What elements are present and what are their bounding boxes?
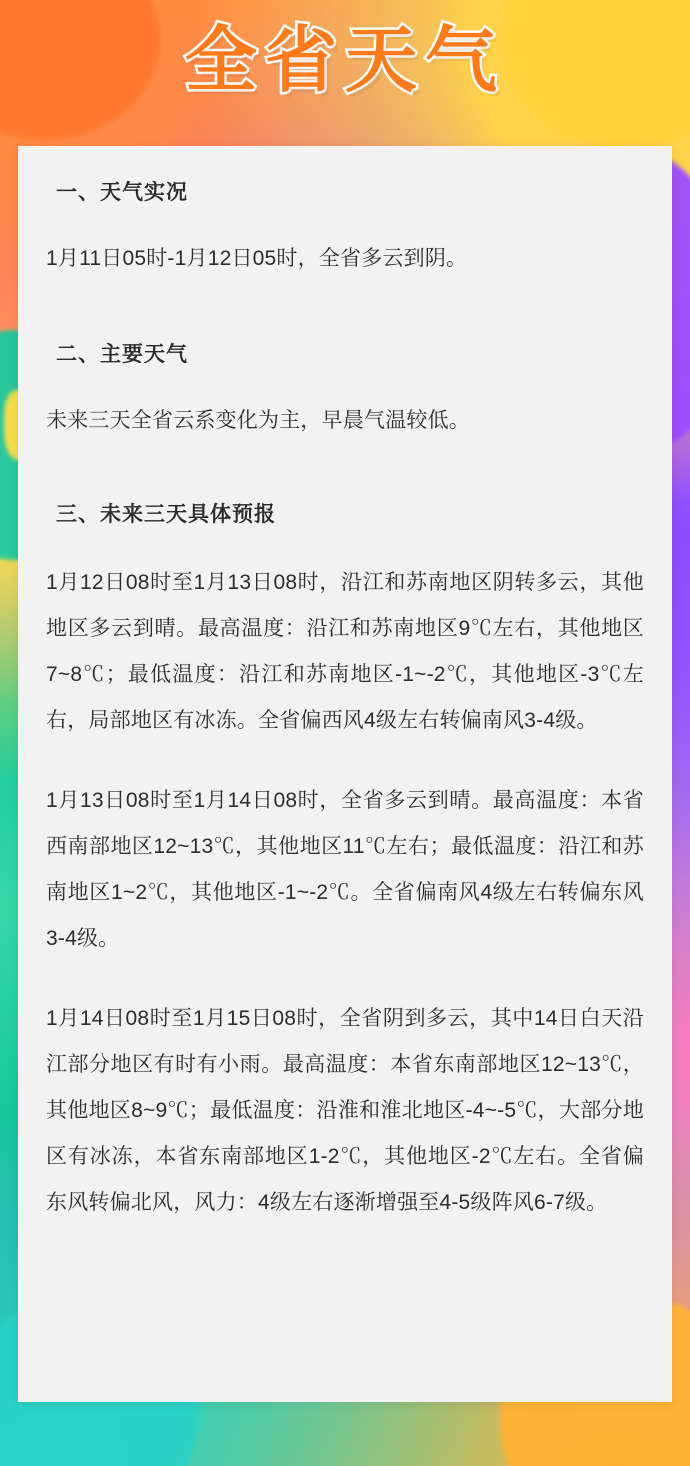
- section-text-main-weather: 未来三天全省云系变化为主，早晨气温较低。: [46, 409, 470, 432]
- poster-title-area: [0, 18, 690, 102]
- forecast-day-3: 1月14日08时至1月15日08时，全省阴到多云，其中14日白天沿江部分地区有时有小雨。最高温度：本省东南部地区12~13℃，其他地区8~9℃；最低温度：沿淮和淮北地区-4~-5℃，大部分地区有冰冻，本省东南部地区1-2℃，其他地区-2℃左右。全省偏东风转偏北风，风力：4级左右逐渐增强至4-5级阵风6-7级。: [46, 1007, 644, 1214]
- forecast-day-1: 1月12日08时至1月13日08时，沿江和苏南地区阴转多云，其他地区多云到晴。最高温度：沿江和苏南地区9℃左右，其他地区7~8℃；最低温度：沿江和苏南地区-1~-2℃，其他地区-3℃左右，局部地区有冰冻。全省偏西风4级左右转偏南风3-4级。: [46, 571, 644, 732]
- section-heading-main-weather: 二、主要天气: [56, 343, 188, 366]
- section-text-current-weather: 1月11日05时-1月12日05时，全省多云到阴。: [46, 247, 468, 270]
- weather-content-card: [18, 146, 672, 1402]
- section-heading-current-weather: 一、天气实况: [56, 181, 188, 204]
- forecast-day-2: 1月13日08时至1月14日08时，全省多云到晴。最高温度：本省西南部地区12~13℃，其他地区11℃左右；最低温度：沿江和苏南地区1~2℃，其他地区-1~-2℃。全省偏南风4级左右转偏东风3-4级。: [46, 789, 644, 950]
- page-title: 全省天气: [184, 18, 505, 102]
- section-heading-three-day-forecast: 三、未来三天具体预报: [56, 503, 276, 526]
